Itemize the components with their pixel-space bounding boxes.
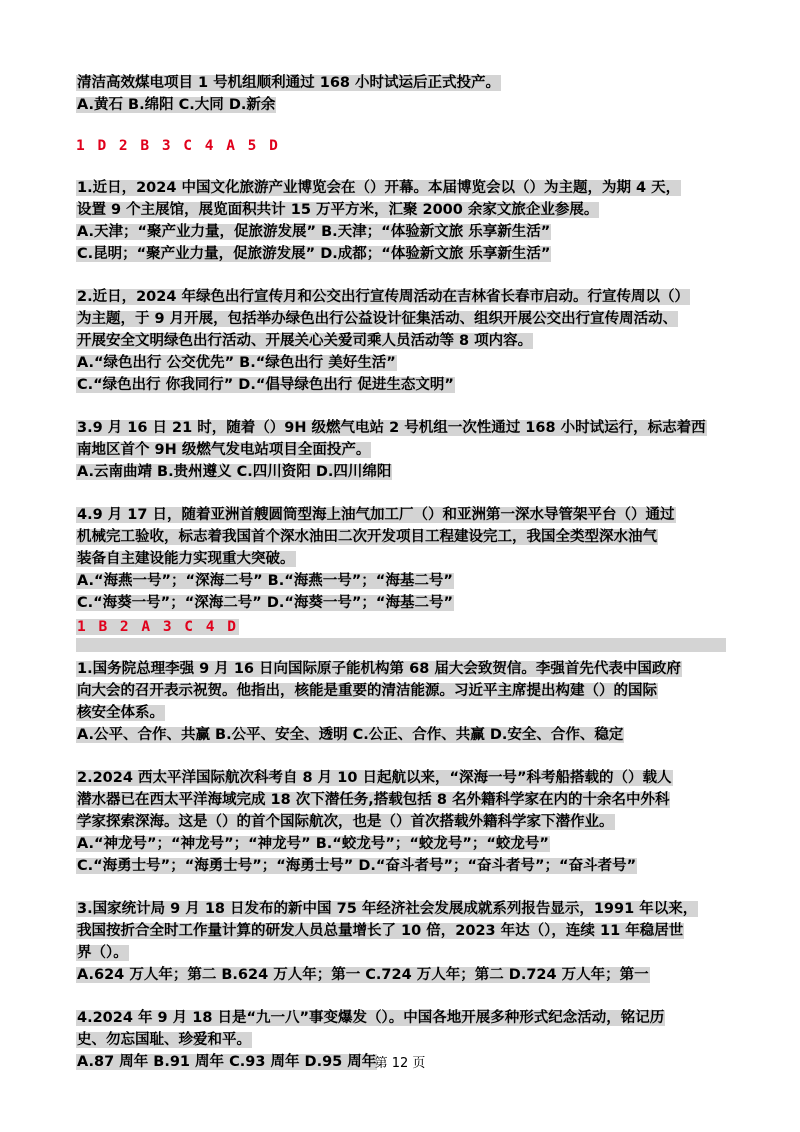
question-line: 2.2024 西太平洋国际航次科考自 8 月 10 日起航以来，“深海一号”科考船搭载的（）载人 xyxy=(77,770,672,786)
question-2-3 xyxy=(76,898,726,986)
options-line: A.“神龙号”；“神龙号”；“神龙号” B.“蛟龙号”；“蛟龙号”；“蛟龙号” xyxy=(77,836,549,852)
question-line: 设置 9 个主展馆，展览面积共计 15 万平方米，汇聚 2000 余家文旅企业参展。 xyxy=(77,202,599,218)
options-line: A.云南曲靖 B.贵州遵义 C.四川资阳 D.四川绵阳 xyxy=(77,464,392,480)
page-number: 第 12 页 xyxy=(374,1056,426,1071)
question-line: 3.9 月 16 日 21 时，随着（）9H 级燃气电站 2 号机组一次性通过 168 小时试运行，标志着西 xyxy=(77,420,706,436)
question-line: 清洁高效煤电项目 1 号机组顺利通过 168 小时试运后正式投产。 xyxy=(77,75,501,91)
question-line: 核安全体系。 xyxy=(77,705,164,721)
question-line: 界（）。 xyxy=(77,945,128,961)
question-2-2 xyxy=(76,767,726,877)
options-line: A.624 万人年；第二 B.624 万人年；第一 C.724 万人年；第二 D.724 万人年；第一 xyxy=(77,967,649,983)
page-content xyxy=(76,72,726,1094)
question-line: 3.国家统计局 9 月 18 日发布的新中国 75 年经济社会发展成就系列报告显示，1991 年以来， xyxy=(77,901,698,917)
intro-question xyxy=(76,72,726,116)
question-line: 向大会的召开表示祝贺。他指出，核能是重要的清洁能源。习近平主席提出构建（）的国际 xyxy=(77,683,657,699)
question-line: 2.近日，2024 年绿色出行宣传月和公交出行宣传周活动在吉林省长春市启动。行宣传周以（） xyxy=(77,289,689,305)
question-1-3 xyxy=(76,417,726,483)
question-line: 为主题，于 9 月开展，包括举办绿色出行公益设计征集活动、组织开展公交出行宣传周活动、 xyxy=(77,311,678,327)
options-line: C.昆明；“聚产业力量，促旅游发展” D.成都；“体验新文旅 乐享新生活” xyxy=(77,246,551,262)
question-line: 1.近日，2024 中国文化旅游产业博览会在（）开幕。本届博览会以（）为主题，为期 4 天， xyxy=(77,180,681,196)
question-1-2 xyxy=(76,286,726,396)
options-line: A.“绿色出行 公交优先” B.“绿色出行 美好生活” xyxy=(77,355,396,371)
answer-key-1: 1 D 2 B 3 C 4 A 5 D xyxy=(76,138,280,154)
question-line: 4.2024 年 9 月 18 日是“九一八”事变爆发（）。中国各地开展多种形式纪念活动，铭记历 xyxy=(77,1010,665,1026)
options-line: A.“海燕一号”；“深海二号” B.“海燕一号”；“海基二号” xyxy=(77,573,453,589)
question-line: 装备自主建设能力实现重大突破。 xyxy=(77,551,295,567)
question-1-4 xyxy=(76,504,726,614)
options-line: A.87 周年 B.91 周年 C.93 周年 D.95 周年 xyxy=(77,1054,377,1070)
options-line: A.天津；“聚产业力量，促旅游发展” B.天津；“体验新文旅 乐享新生活” xyxy=(77,224,551,240)
question-line: 开展安全文明绿色出行活动、开展关心关爱司乘人员活动等 8 项内容。 xyxy=(77,333,533,349)
options-line: C.“海葵一号”；“深海二号” D.“海葵一号”；“海基二号” xyxy=(77,595,453,611)
question-line: 史、勿忘国耻、珍爱和平。 xyxy=(77,1032,251,1048)
answer-key-2 xyxy=(76,616,726,638)
question-line: 潜水器已在西太平洋海域完成 18 次下潜任务,搭载包括 8 名外籍科学家在内的十余名中外科 xyxy=(77,792,670,808)
question-line: 学家探索深海。这是（）的首个国际航次，也是（）首次搭载外籍科学家下潜作业。 xyxy=(77,814,614,830)
question-line: 我国按折合全时工作量计算的研发人员总量增长了 10 倍，2023 年达（），连续 11 年稳居世 xyxy=(77,923,684,939)
question-line: 南地区首个 9H 级燃气发电站项目全面投产。 xyxy=(77,442,371,458)
question-line: 1.国务院总理李强 9 月 16 日向国际原子能机构第 68 届大会致贺信。李强首先代表中国政府 xyxy=(77,661,681,677)
options-line: C.“绿色出行 你我同行” D.“倡导绿色出行 促进生态文明” xyxy=(77,377,454,393)
options-line: A.黄石 B.绵阳 C.大同 D.新余 xyxy=(77,97,276,113)
options-line: A.公平、合作、共赢 B.公平、安全、透明 C.公正、合作、共赢 D.安全、合作、稳定 xyxy=(77,727,624,743)
question-1-1 xyxy=(76,177,726,265)
answer-key-text: 1 B 2 A 3 C 4 D xyxy=(77,619,238,635)
question-line: 4.9 月 17 日，随着亚洲首艘圆筒型海上油气加工厂（）和亚洲第一深水导管架平台（）通过 xyxy=(77,507,675,523)
options-line: C.“海勇士号”；“海勇士号”；“海勇士号” D.“奋斗者号”；“奋斗者号”；“奋斗者号” xyxy=(77,858,637,874)
highlight-gap xyxy=(76,638,726,652)
question-2-1 xyxy=(76,658,726,746)
question-line: 机械完工验收，标志着我国首个深水油田二次开发项目工程建设完工，我国全类型深水油气 xyxy=(77,529,657,545)
